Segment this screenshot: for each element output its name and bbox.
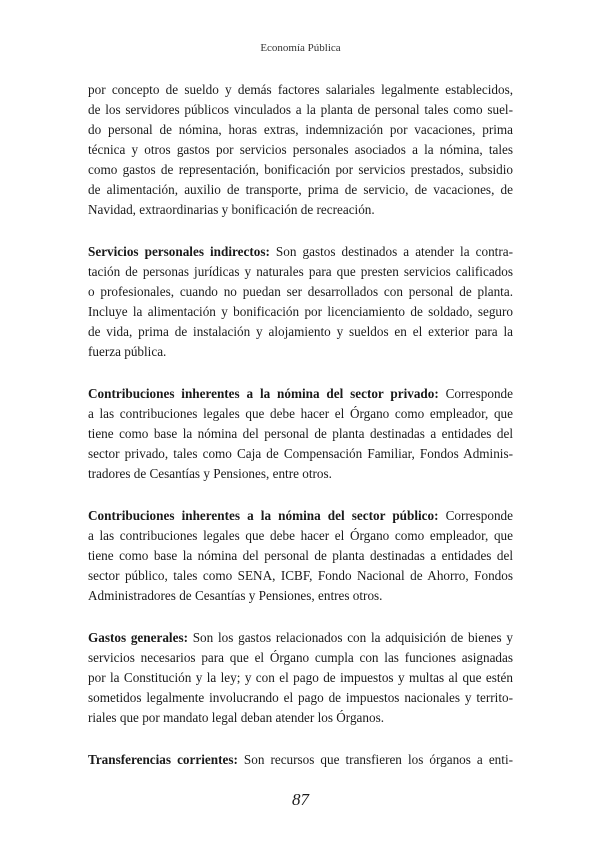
page-number: 87	[292, 790, 309, 809]
text-line: Transferencias corrientes: Son recursos que transfieren los órganos a enti-	[88, 752, 513, 767]
paragraph-gastos-generales	[88, 628, 513, 728]
paragraph-salaries	[88, 80, 513, 220]
text-line: riales que por mandato legal deban atender los Órganos.	[88, 710, 385, 725]
running-header: Economía Pública	[260, 42, 341, 54]
text-line: Incluye la alimentación y bonificación por licenciamiento de soldado, seguro	[88, 304, 513, 319]
text-line: por concepto de sueldo y demás factores salariales legalmente establecidos,	[88, 82, 513, 97]
paragraph-servicios-indirectos	[88, 242, 513, 362]
text-line: Navidad, extraordinarias y bonificación de recreación.	[88, 202, 375, 217]
text-line: técnica y otros gastos por servicios personales asociados a la nómina, tales	[88, 142, 513, 157]
term-gastos-generales: Gastos generales:	[88, 630, 188, 645]
text-line: a las contribuciones legales que debe hacer el Órgano como empleador, que	[88, 406, 513, 421]
text-line: de los servidores públicos vinculados a la planta de personal tales como suel-	[88, 102, 513, 117]
text-line: Contribuciones inherentes a la nómina del sector público: Corresponde	[88, 508, 514, 523]
text-line: de alimentación, auxilio de transporte, prima de servicio, de vacaciones, de	[88, 182, 513, 197]
text-line: Gastos generales: Son los gastos relacionados con la adquisición de bienes y	[88, 630, 513, 645]
term-servicios-indirectos: Servicios personales indirectos:	[88, 244, 270, 259]
text-line: o profesionales, cuando no puedan ser desarrollados con personal de planta.	[88, 284, 513, 299]
text-line: servicios necesarios para que el Órgano cumpla con las funciones asignadas	[88, 650, 513, 665]
paragraph-contribuciones-privado	[88, 384, 513, 484]
text-line: Administradores de Cesantías y Pensiones, entres otros.	[88, 588, 383, 603]
text-line: de vida, prima de instalación y alojamiento y sueldos en el exterior para la	[88, 324, 513, 339]
text-line: como gastos de representación, bonificación por servicios prestados, subsidio	[88, 162, 513, 177]
text-line: fuerza pública.	[88, 344, 167, 359]
term-contribuciones-privado: Contribuciones inherentes a la nómina del sector privado:	[88, 386, 439, 401]
text-line: tiene como base la nómina del personal de planta destinadas a entidades del	[88, 548, 513, 563]
text-line: sector público, tales como SENA, ICBF, Fondo Nacional de Ahorro, Fondos	[88, 568, 513, 583]
text-line: Contribuciones inherentes a la nómina del sector privado: Corresponde	[88, 386, 513, 401]
term-contribuciones-publico: Contribuciones inherentes a la nómina del sector público:	[88, 508, 439, 523]
text-line: Servicios personales indirectos: Son gastos destinados a atender la contra-	[88, 244, 513, 259]
body-text	[88, 80, 513, 770]
text-line: tiene como base la nómina del personal de planta destinadas a entidades del	[88, 426, 513, 441]
text-line: tradores de Cesantías y Pensiones, entre otros.	[88, 466, 332, 481]
term-transferencias: Transferencias corrientes:	[88, 752, 238, 767]
text-line: por la Constitución y la ley; y con el pago de impuestos y multas al que estén	[88, 670, 513, 685]
text-line: sometidos legalmente involucrando el pago de impuestos nacionales y territo-	[88, 690, 513, 705]
paragraph-contribuciones-publico	[88, 506, 513, 606]
text-line: a las contribuciones legales que debe hacer el Órgano como empleador, que	[88, 528, 513, 543]
paragraph-transferencias	[88, 750, 513, 770]
text-line: do personal de nómina, horas extras, indemnización por vacaciones, prima	[88, 122, 513, 137]
text-line: sector privado, tales como Caja de Compensación Familiar, Fondos Adminis-	[88, 446, 513, 461]
text-line: tación de personas jurídicas y naturales para que presten servicios calificados	[88, 264, 513, 279]
